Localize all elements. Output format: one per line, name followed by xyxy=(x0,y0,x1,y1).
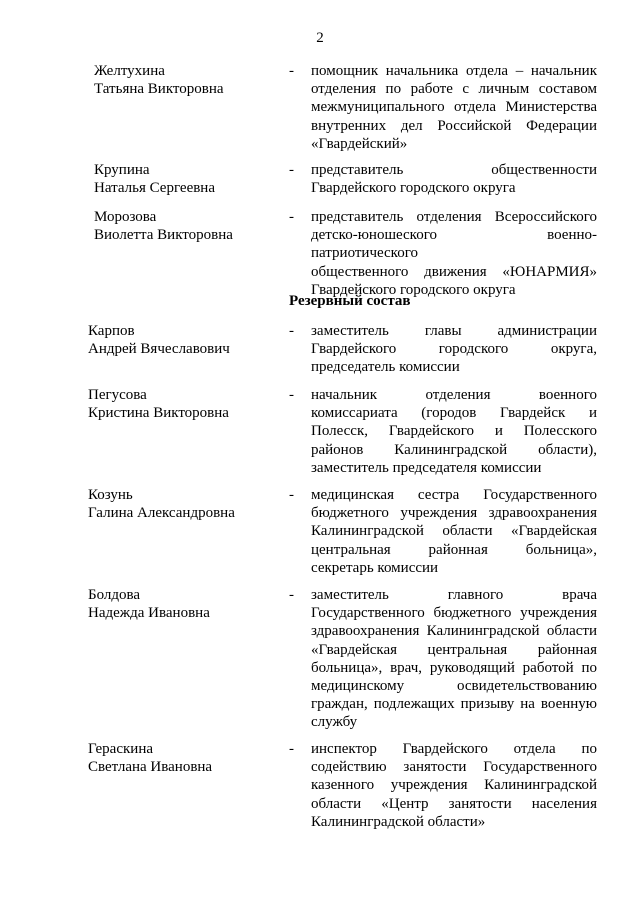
member-name xyxy=(94,62,284,98)
member-given-names: Светлана Ивановна xyxy=(88,759,213,775)
member-role xyxy=(311,486,597,577)
role-line: представитель общественности xyxy=(311,162,597,178)
member-role xyxy=(311,161,597,197)
member-given-names: Наталья Сергеевна xyxy=(94,180,215,196)
role-line: области «Центр занятости населения xyxy=(311,795,597,812)
role-line: районов Калининградской области), xyxy=(311,441,597,458)
role-line: Государственного бюджетного учреждения xyxy=(311,605,597,622)
role-line: секретарь комиссии xyxy=(311,559,439,576)
member-surname: Карпов xyxy=(88,323,135,339)
role-line: Гвардейского городского округа xyxy=(311,281,516,298)
role-line: Полесск, Гвардейского и Полесского xyxy=(311,423,597,440)
member-given-names: Кристина Викторовна xyxy=(88,405,229,421)
role-line: межмуниципального отдела Министерства xyxy=(311,99,597,116)
list-dash: - xyxy=(289,387,294,403)
member-given-names: Андрей Вячеславович xyxy=(88,341,230,357)
role-line: отделения по работе с личным составом xyxy=(311,81,597,98)
list-dash: - xyxy=(289,587,294,603)
section-title: Резервный состав xyxy=(289,293,411,309)
role-line: комиссариата (городов Гвардейск и xyxy=(311,405,597,422)
list-dash: - xyxy=(289,209,294,225)
role-line: здравоохранения Калининградской области xyxy=(311,623,597,640)
member-surname: Болдова xyxy=(88,587,141,603)
member-surname: Пегусова xyxy=(88,387,147,403)
role-line: внутренних дел Российской Федерации xyxy=(311,117,597,134)
member-role xyxy=(311,208,597,299)
member-surname: Крупина xyxy=(94,162,150,178)
member-role xyxy=(311,740,597,831)
role-line: заместитель председателя комиссии xyxy=(311,459,542,476)
member-name xyxy=(88,322,278,358)
role-line: инспектор Гвардейского отдела по xyxy=(311,741,597,757)
list-dash: - xyxy=(289,323,294,339)
role-line: детско-юношеского военно-патриотического xyxy=(311,227,597,262)
role-line: центральная районная больница», xyxy=(311,541,597,558)
role-line: начальник отделения военного xyxy=(311,387,597,403)
member-surname: Козунь xyxy=(88,487,133,503)
page-number: 2 xyxy=(316,30,324,46)
role-line: общественного движения «ЮНАРМИЯ» xyxy=(311,263,597,280)
role-line: представитель отделения Всероссийского xyxy=(311,209,597,225)
list-dash: - xyxy=(289,741,294,757)
role-line: «Гвардейский» xyxy=(311,135,408,152)
role-line: бюджетного учреждения здравоохранения xyxy=(311,505,597,522)
role-line: службу xyxy=(311,714,358,731)
role-line: заместитель главы администрации xyxy=(311,323,597,339)
list-dash: - xyxy=(289,162,294,178)
role-line: медицинская сестра Государственного xyxy=(311,487,597,503)
member-given-names: Виолетта Викторовна xyxy=(94,227,233,243)
role-line: Калининградской области «Гвардейская xyxy=(311,523,597,540)
role-line: Калининградской области» xyxy=(311,813,486,830)
member-surname: Гераскина xyxy=(88,741,154,757)
role-line: Гвардейского городского округа xyxy=(311,180,516,197)
member-role xyxy=(311,322,597,377)
member-name xyxy=(88,586,278,622)
member-given-names: Надежда Ивановна xyxy=(88,605,210,621)
role-line: больница», врач, руководящий работой по xyxy=(311,659,597,676)
role-line: медицинскому освидетельствованию xyxy=(311,678,597,695)
list-dash: - xyxy=(289,487,294,503)
role-line: казенного учреждения Калининградской xyxy=(311,777,597,794)
role-line: помощник начальника отдела – начальник xyxy=(311,63,597,79)
member-role xyxy=(311,586,597,732)
member-role xyxy=(311,62,597,153)
member-given-names: Татьяна Викторовна xyxy=(94,81,224,97)
list-dash: - xyxy=(289,63,294,79)
role-line: председатель комиссии xyxy=(311,359,460,376)
role-line: Гвардейского городского округа, xyxy=(311,341,597,358)
member-name xyxy=(88,740,278,776)
member-name xyxy=(88,386,278,422)
member-surname: Желтухина xyxy=(94,63,165,79)
role-line: заместитель главного врача xyxy=(311,587,597,603)
role-line: граждан, подлежащих призыву на военную xyxy=(311,696,597,713)
role-line: «Гвардейская центральная районная xyxy=(311,641,597,658)
member-given-names: Галина Александровна xyxy=(88,505,235,521)
member-name xyxy=(94,208,284,244)
member-name xyxy=(88,486,278,522)
member-name xyxy=(94,161,284,197)
member-surname: Морозова xyxy=(94,209,157,225)
member-role xyxy=(311,386,597,477)
role-line: содействию занятости Государственного xyxy=(311,759,597,776)
